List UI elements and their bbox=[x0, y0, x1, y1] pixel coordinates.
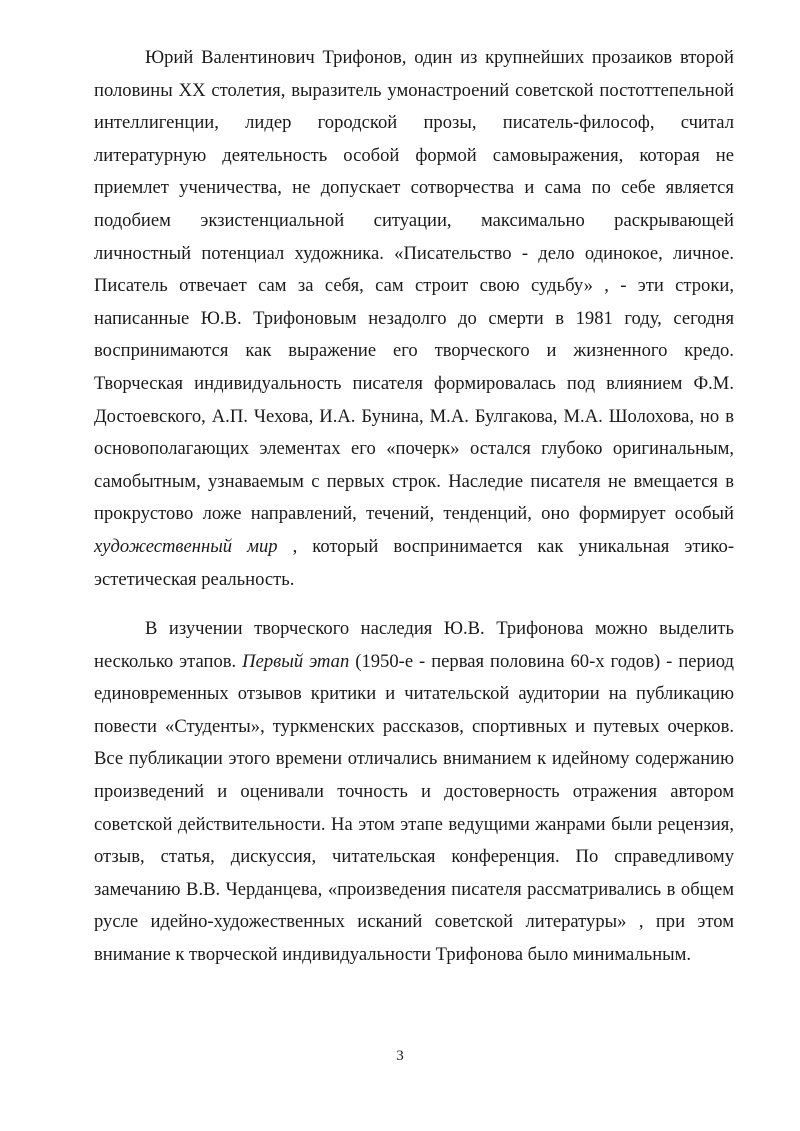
paragraph-1 bbox=[94, 42, 734, 596]
page-number: 3 bbox=[396, 1048, 404, 1064]
paragraph-2-italic-term: Первый этап bbox=[242, 650, 350, 672]
paragraph-1-italic-term: художественный мир bbox=[94, 535, 278, 557]
paragraph-2-text-end: (1950-е - первая половина 60-х годов) - период единовременных отзывов критики и читательской аудитории на публикацию повести «Студенты», туркменских рассказов, спортивных и путевых очерков. Все публикации этого времени отличались вниманием к идейному содержанию произведений и оценивали точность и достоверность отражения автором советской действительности. На этом этапе ведущими жанрами были рецензия, отзыв, статья, дискуссия, читательская конференция. По справедливому замечанию В.В. Черданцева, «произведения писателя рассматривались в общем русле идейно-художественных исканий советской литературы» , при этом внимание к творческой индивидуальности Трифонова было минимальным. bbox=[94, 650, 734, 965]
paragraph-2-text-start: В изучении творческого наследия Ю.В. Трифонова можно выделить несколько этапов. bbox=[94, 618, 734, 672]
paragraph-2 bbox=[94, 613, 734, 972]
paragraph-1-text-end: , который воспринимается как уникальная этико-эстетическая реальность. bbox=[94, 535, 735, 590]
paragraph-1-text-start: Юрий Валентинович Трифонов, один из крупнейших прозаиков второй половины ХХ столетия, выразитель умонастроений советской постоттепельной интеллигенции, лидер городской прозы, писатель-философ, считал литературную деятельность особой формой самовыражения, которая не приемлет ученичества, не допускает сотворчества и сама по себе является подобием экзистенциальной ситуации, максимально раскрывающей личностный потенциал художника. «Писательство - дело одинокое, личное. Писатель отвечает сам за себя, сам строит свою судьбу» , - эти строки, написанные Ю.В. Трифоновым незадолго до смерти в 1981 году, сегодня воспринимаются как выражение его творческого и жизненного кредо. Творческая индивидуальность писателя формировалась под влиянием Ф.М. Достоевского, А.П. Чехова, И.А. Бунина, М.А. Булгакова, М.А. Шолохова, но в основополагающих элементах его «почерк» остался глубоко оригинальным, самобытным, узнаваемым с первых строк. Наследие писателя не вмещается в прокрустово ложе направлений, течений, тенденций, оно формирует особый bbox=[94, 47, 734, 525]
